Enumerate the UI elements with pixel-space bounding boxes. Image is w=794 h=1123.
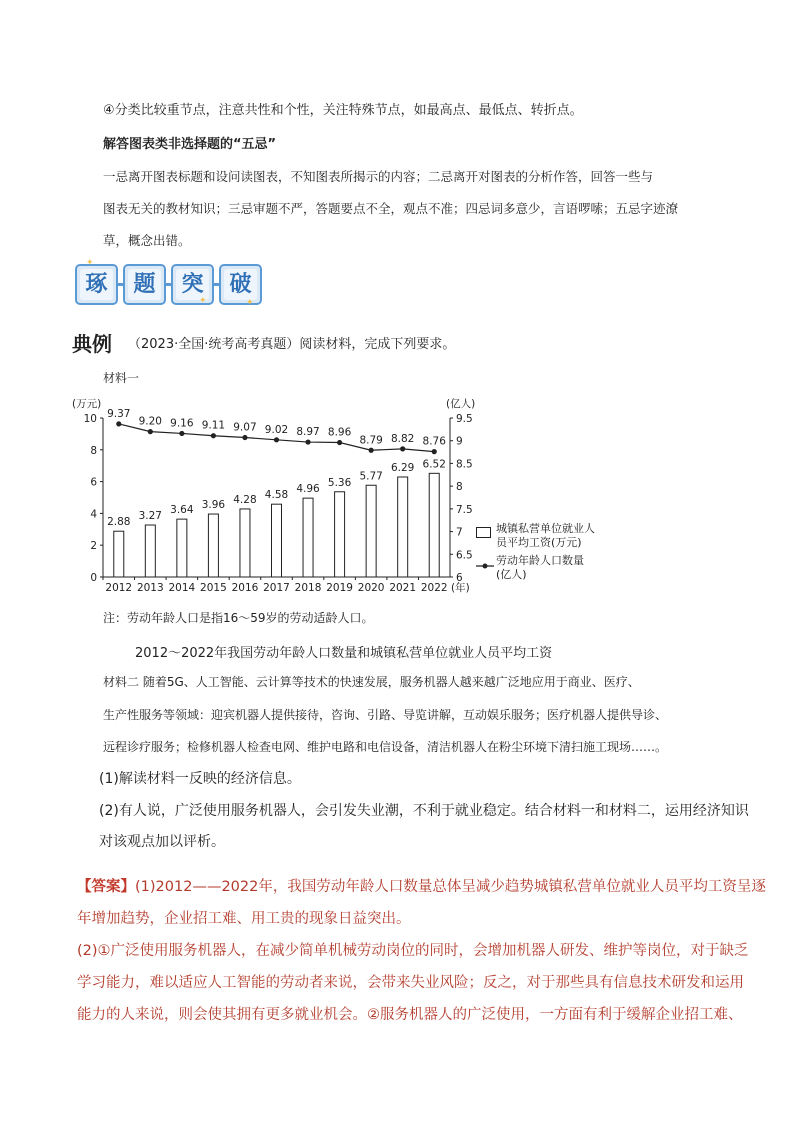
x-tick-label: 2019 <box>326 582 353 594</box>
answer-block <box>77 871 766 1031</box>
line-point <box>369 448 374 453</box>
line-point <box>211 433 216 438</box>
bar-value-label: 4.96 <box>296 483 320 496</box>
bar-value-label: 3.96 <box>201 499 226 512</box>
answer-2-line-3: 能力的人来说，则会使其拥有更多就业机会。②服务机器人的广泛使用，一方面有利于缓解企业招工难、 <box>77 1007 743 1023</box>
sparkle-icon: ✦ <box>199 296 207 306</box>
right-tick-label: 6 <box>456 572 463 584</box>
intro-para-line-2: 图表无关的教材知识；三忌审题不严，答题要点不全，观点不准；四忌词多意少，言语啰嗦；五忌字迹潦 <box>103 201 679 216</box>
bar <box>398 477 408 577</box>
banner-tile: 题 <box>123 264 166 305</box>
line-point <box>242 435 247 440</box>
bar <box>145 525 155 577</box>
bar <box>335 492 345 577</box>
x-tick-label: 2012 <box>105 582 133 594</box>
right-tick-label: 6.5 <box>456 549 473 562</box>
example-label: 典例 <box>72 332 112 356</box>
line-value-label: 9.16 <box>170 417 194 430</box>
intro-para-line-1: 一忌离开图表标题和设问读图表，不知图表所揭示的内容；二忌离开对图表的分析作答，回答一些与 <box>103 169 654 184</box>
x-tick-label: 2017 <box>263 582 290 594</box>
bar <box>240 509 250 577</box>
right-tick-label: 9.5 <box>456 413 473 425</box>
bar <box>114 531 124 577</box>
intro-point-4: ④分类比较重节点，注意共性和个性，关注特殊节点，如最高点、最低点、转折点。 <box>103 103 583 118</box>
line-value-label: 9.20 <box>138 415 163 428</box>
bar-value-label: 6.52 <box>422 458 446 471</box>
sparkle-icon: ✦ <box>246 298 254 308</box>
x-axis-unit: (年) <box>451 582 470 594</box>
banner-tile: 破 <box>219 264 262 305</box>
line-value-label: 9.11 <box>201 419 226 432</box>
line-point <box>400 446 405 451</box>
banner-tile: 突 <box>171 264 214 305</box>
bar <box>208 514 218 577</box>
material-2-line-3: 远程诊疗服务；检修机器人检查电网、维护电路和电信设备，清洁机器人在粉尘环境下清扫施工现场……。 <box>103 740 668 754</box>
right-tick-label: 9 <box>456 435 463 448</box>
x-tick-label: 2016 <box>231 582 259 594</box>
material-2-line-1: 材料二 随着5G、人工智能、云计算等技术的快速发展，服务机器人越来越广泛地应用于商业、医疗、 <box>103 675 640 689</box>
x-tick-label: 2018 <box>294 582 322 594</box>
line-value-label: 8.82 <box>390 432 415 445</box>
line-point <box>148 429 153 434</box>
legend-line-label: 劳动年龄人口数量 (亿人) <box>496 554 584 581</box>
right-axis-unit: (亿人) <box>446 398 476 410</box>
bar <box>303 498 313 577</box>
chart-note: 注：劳动年龄人口是指16～59岁的劳动适龄人口。 <box>103 611 374 625</box>
x-tick-label: 2020 <box>357 582 385 594</box>
legend-bar-swatch <box>476 527 491 538</box>
line-value-label: 8.97 <box>296 426 320 439</box>
line-value-label: 9.37 <box>107 407 131 420</box>
left-tick-label: 2 <box>90 540 97 553</box>
legend-bar-label: 城镇私营单位就业人 员平均工资(万元) <box>496 522 595 549</box>
line-point <box>179 431 184 436</box>
line-value-label: 8.96 <box>327 426 352 439</box>
answer-tag: 【答案】 <box>77 879 135 895</box>
question-2-line-2: 对该观点加以评析。 <box>99 834 225 850</box>
question-2-line-1: (2)有人说，广泛使用服务机器人，会引发失业潮，不利于就业稳定。结合材料一和材料二，运用经济知识 <box>99 803 749 819</box>
bar-value-label: 5.77 <box>359 470 383 483</box>
right-tick-label: 8 <box>456 481 463 494</box>
bar-value-label: 6.29 <box>390 461 415 474</box>
intro-para-line-3: 草，概念出错。 <box>103 233 191 248</box>
line-point <box>116 421 121 426</box>
answer-2-line-1: (2)①广泛使用服务机器人，在减少简单机械劳动岗位的同时，会增加机器人研发、维护等岗位，对于缺乏 <box>77 943 749 959</box>
bar-value-label: 4.28 <box>233 493 257 506</box>
five-taboos-heading: 解答图表类非选择题的“五忌” <box>103 137 277 152</box>
bar-value-label: 3.64 <box>170 504 194 517</box>
right-tick-label: 7 <box>456 526 463 539</box>
left-tick-label: 10 <box>83 413 97 425</box>
left-axis-unit: (万元) <box>72 398 102 410</box>
question-1: (1)解读材料一反映的经济信息。 <box>99 771 301 787</box>
chart-caption: 2012～2022年我国劳动年龄人口数量和城镇私营单位就业人员平均工资 <box>135 646 553 661</box>
bar-value-label: 2.88 <box>107 516 131 529</box>
line-value-label: 9.07 <box>233 421 257 434</box>
right-tick-label: 7.5 <box>456 503 473 516</box>
bar <box>366 485 376 577</box>
bar-value-label: 4.58 <box>264 489 289 502</box>
chart <box>60 390 480 600</box>
legend-line-swatch <box>476 562 494 570</box>
line-point <box>274 437 279 442</box>
line-point <box>432 449 437 454</box>
answer-1-line-2: 年增加趋势，企业招工难、用工贵的现象日益突出。 <box>77 911 411 927</box>
answer-2-line-2: 学习能力，难以适应人工智能的劳动者来说，会带来失业风险；反之，对于那些具有信息技术研发和运用 <box>77 975 744 991</box>
x-tick-label: 2014 <box>168 582 196 594</box>
line-point <box>305 439 310 444</box>
material-2-line-2: 生产性服务等领域：迎宾机器人提供接待，咨询、引路、导览讲解，互动娱乐服务；医疗机器人提供导诊、 <box>103 708 668 722</box>
bar <box>177 519 187 577</box>
x-tick-label: 2015 <box>200 582 227 594</box>
answer-1-line-1: 【答案】(1)2012——2022年，我国劳动年龄人口数量总体呈减少趋势城镇私营单位就业人员平均工资呈逐 <box>77 879 766 895</box>
left-tick-label: 6 <box>90 476 97 489</box>
x-tick-label: 2021 <box>389 582 417 594</box>
left-tick-label: 0 <box>90 572 97 584</box>
right-tick-label: 8.5 <box>456 458 473 471</box>
banner-tile: 琢 <box>75 264 118 305</box>
sparkle-icon: ✦ <box>86 258 94 268</box>
left-tick-label: 4 <box>90 508 97 521</box>
line-value-label: 8.79 <box>359 434 383 447</box>
x-tick-label: 2022 <box>420 582 448 594</box>
line-point <box>337 440 342 445</box>
bar-value-label: 5.36 <box>327 476 352 489</box>
bar-value-label: 3.27 <box>138 510 163 523</box>
bar <box>429 473 439 577</box>
bar <box>272 504 282 577</box>
material-1-label: 材料一 <box>103 371 140 385</box>
left-tick-label: 8 <box>90 444 97 457</box>
line-value-label: 9.02 <box>264 423 289 436</box>
line-value-label: 8.76 <box>422 435 446 448</box>
x-tick-label: 2013 <box>136 582 164 594</box>
example-source: （2023·全国·统考高考真题）阅读材料，完成下列要求。 <box>128 337 456 352</box>
